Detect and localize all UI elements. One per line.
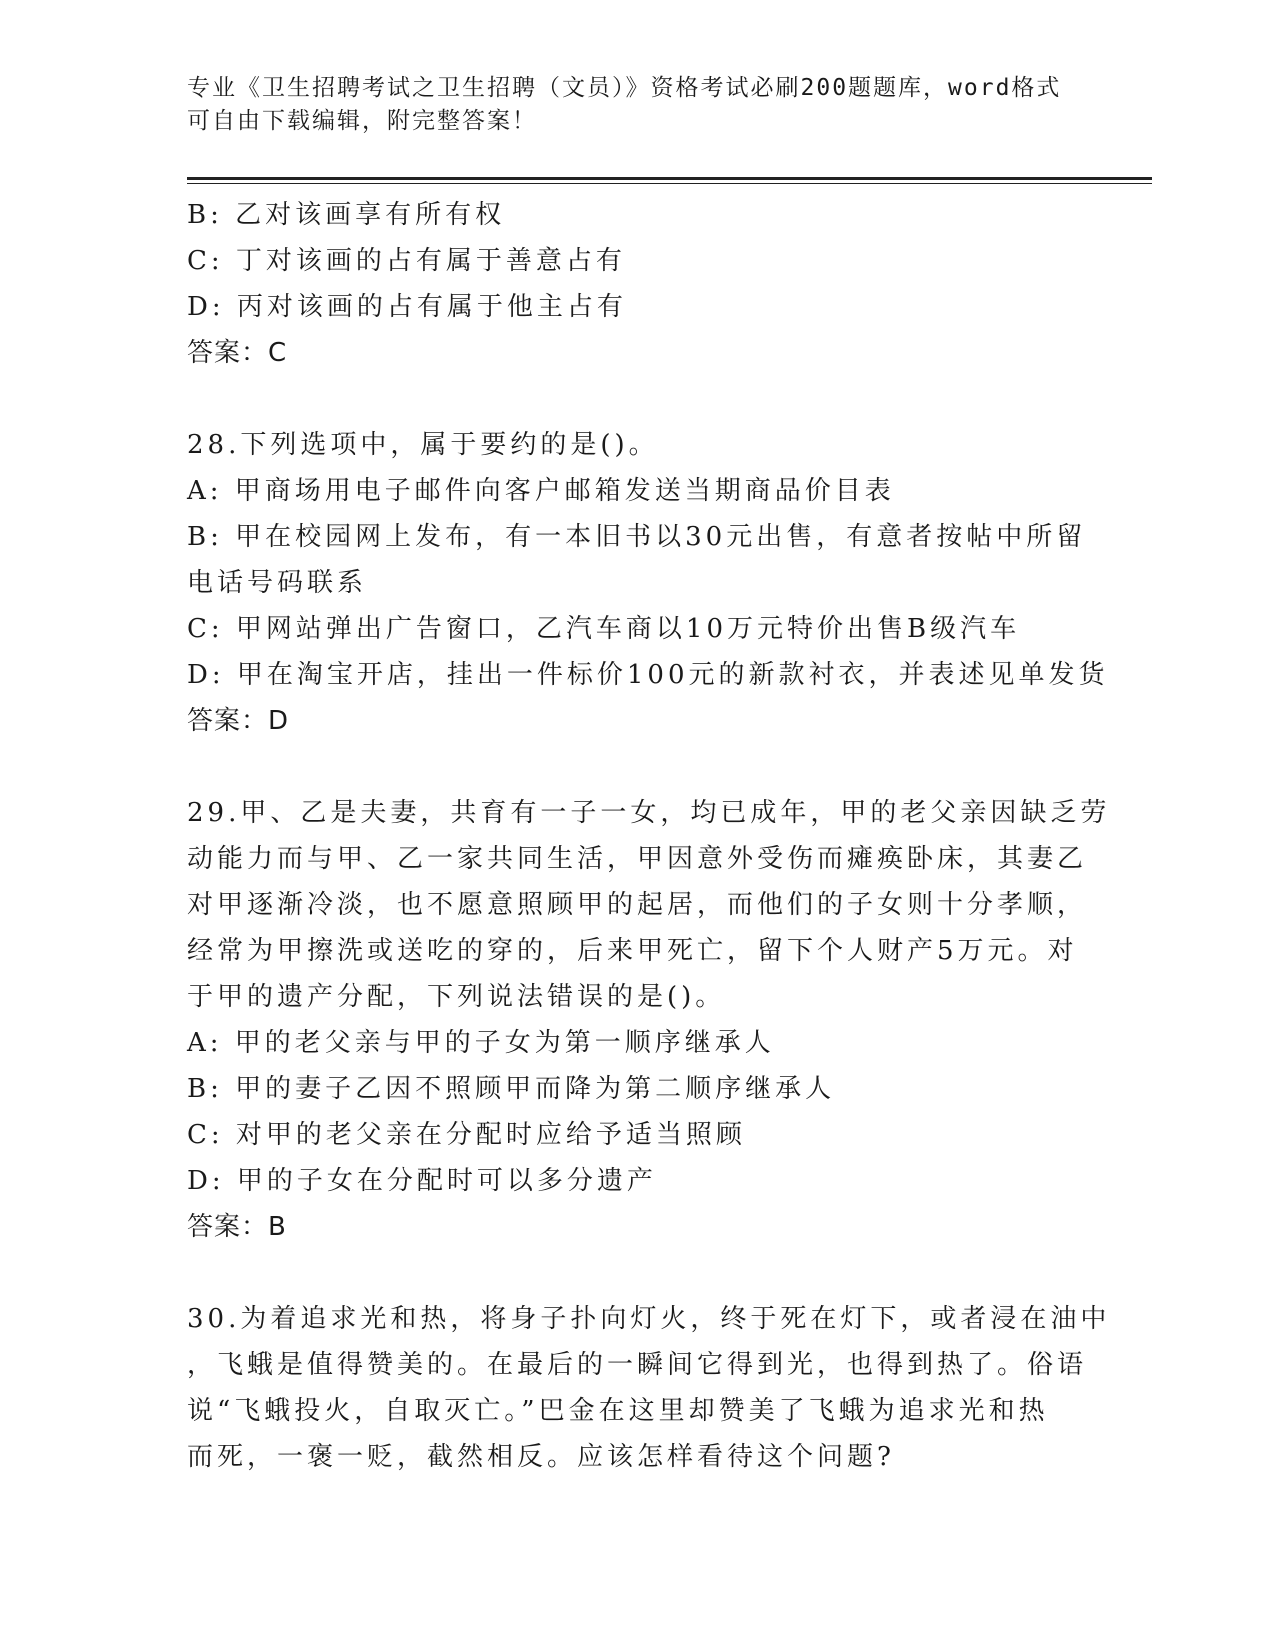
header-divider-thin bbox=[187, 183, 1152, 184]
q29-option-d: D: 甲的子女在分配时可以多分遗产 bbox=[187, 1166, 657, 1196]
q30-question-line4: 而死，一褒一贬，截然相反。应该怎样看待这个问题? bbox=[187, 1442, 895, 1472]
q27-answer: 答案：C bbox=[187, 338, 288, 368]
header-divider-thick bbox=[187, 177, 1152, 180]
q29-option-b: B: 甲的妻子乙因不照顾甲而降为第二顺序继承人 bbox=[187, 1074, 836, 1104]
q28-option-a: A: 甲商场用电子邮件向客户邮箱发送当期商品价目表 bbox=[187, 476, 895, 506]
q28-question: 28.下列选项中，属于要约的是()。 bbox=[187, 430, 659, 460]
q28-option-b-line2: 电话号码联系 bbox=[187, 568, 368, 598]
q30-question-line3: 说“飞蛾投火，自取灭亡。”巴金在这里却赞美了飞蛾为追求光和热 bbox=[187, 1396, 1049, 1426]
document-header bbox=[187, 72, 1067, 138]
q30-question-line1: 30.为着追求光和热，将身子扑向灯火，终于死在灯下，或者浸在油中 bbox=[187, 1304, 1111, 1334]
q28-option-c: C: 甲网站弹出广告窗口，乙汽车商以10万元特价出售B级汽车 bbox=[187, 614, 1021, 644]
question-28 bbox=[187, 422, 1109, 744]
q29-option-c: C: 对甲的老父亲在分配时应给予适当照顾 bbox=[187, 1120, 746, 1150]
q29-question-line5: 于甲的遗产分配，下列说法错误的是()。 bbox=[187, 982, 726, 1012]
document-body bbox=[187, 192, 1111, 1480]
q28-option-d: D: 甲在淘宝开店，挂出一件标价100元的新款衬衣，并表述见单发货 bbox=[187, 660, 1109, 690]
q29-question-line4: 经常为甲擦洗或送吃的穿的，后来甲死亡，留下个人财产5万元。对 bbox=[187, 936, 1078, 966]
q28-answer: 答案：D bbox=[187, 706, 290, 736]
q29-question-line1: 29.甲、乙是夫妻，共育有一子一女，均已成年，甲的老父亲因缺乏劳 bbox=[187, 798, 1111, 828]
spacer bbox=[187, 1250, 1077, 1296]
q27-option-d: D: 丙对该画的占有属于他主占有 bbox=[187, 292, 627, 322]
header-line-1: 专业《卫生招聘考试之卫生招聘（文员）》资格考试必刷200题题库，word格式 bbox=[187, 75, 1062, 101]
spacer bbox=[187, 744, 1077, 790]
q30-question-line2: ，飞蛾是值得赞美的。在最后的一瞬间它得到光，也得到热了。俗语 bbox=[187, 1350, 1088, 1380]
question-29 bbox=[187, 790, 1111, 1250]
q29-option-a: A: 甲的老父亲与甲的子女为第一顺序继承人 bbox=[187, 1028, 775, 1058]
q28-option-b-line1: B: 甲在校园网上发布，有一本旧书以30元出售，有意者按帖中所留 bbox=[187, 522, 1087, 552]
spacer bbox=[187, 376, 1077, 422]
q27-option-c: C: 丁对该画的占有属于善意占有 bbox=[187, 246, 626, 276]
q29-answer: 答案：B bbox=[187, 1212, 287, 1242]
q29-question-line2: 动能力而与甲、乙一家共同生活，甲因意外受伤而瘫痪卧床，其妻乙 bbox=[187, 844, 1088, 874]
q29-question-line3: 对甲逐渐冷淡，也不愿意照顾甲的起居，而他们的子女则十分孝顺， bbox=[187, 890, 1088, 920]
header-line-2: 可自由下载编辑，附完整答案！ bbox=[187, 108, 537, 134]
q27-option-b: B: 乙对该画享有所有权 bbox=[187, 200, 506, 230]
question-27 bbox=[187, 192, 1077, 376]
question-30 bbox=[187, 1296, 1111, 1480]
